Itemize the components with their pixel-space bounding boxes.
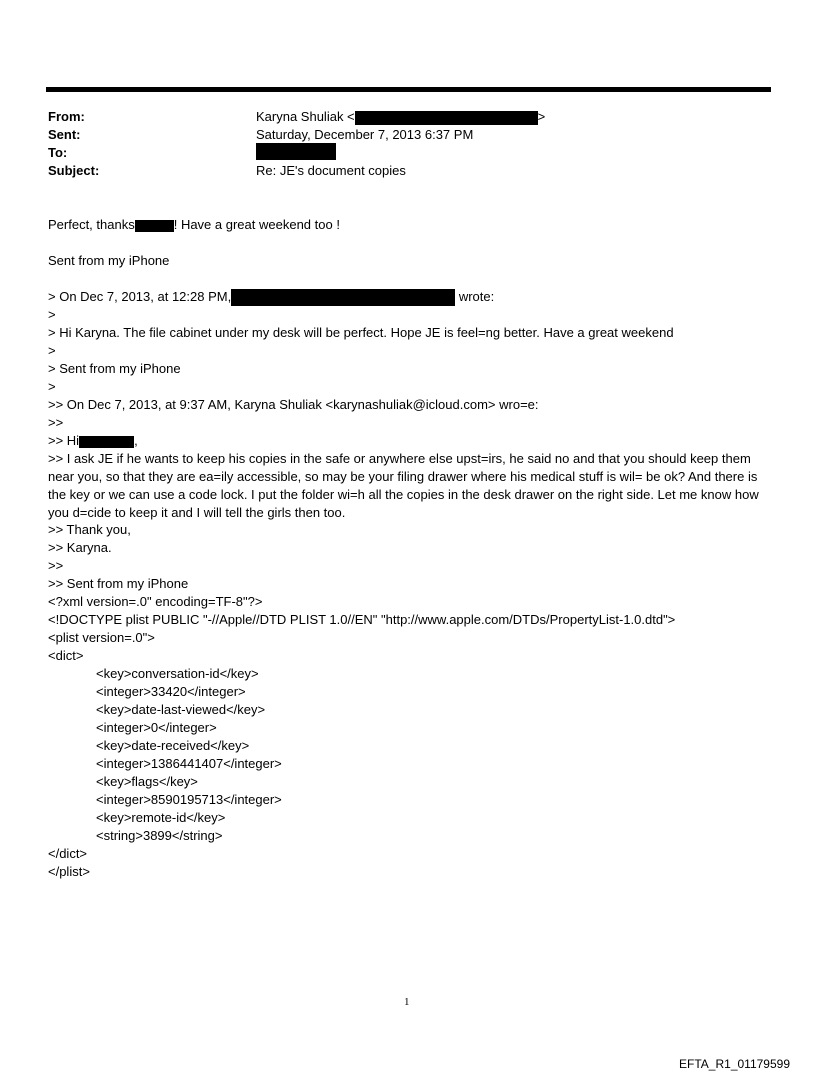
to-value: [256, 143, 336, 160]
xml-line: <key>date-last-viewed</key>: [96, 702, 266, 717]
xml-line: <integer>33420</integer>: [96, 684, 246, 699]
reply-text-b: ! Have a great weekend too !: [173, 217, 340, 232]
quote-greeting: [48, 433, 138, 449]
quote-line: >: [48, 343, 56, 358]
document-id: EFTA_R1_01179599: [679, 1057, 790, 1071]
quote-line: >> Sent from my iPhone: [48, 576, 189, 591]
reply-line: [48, 217, 340, 233]
redaction-block: [135, 220, 174, 232]
from-label: From:: [48, 109, 85, 124]
quote-line: >> Thank you,: [48, 522, 131, 537]
quote-header-wrote: wrote:: [455, 289, 495, 304]
reply-text-a: Perfect, thanks: [48, 217, 135, 232]
sent-value: Saturday, December 7, 2013 6:37 PM: [256, 127, 474, 142]
page-number: 1: [404, 996, 410, 1008]
quote-line: >> On Dec 7, 2013, at 9:37 AM, Karyna Shuliak <karynashuliak@icloud.com> wro=e:: [48, 397, 539, 412]
from-value: [256, 109, 545, 125]
xml-line: <integer>1386441407</integer>: [96, 756, 282, 771]
xml-line: <key>date-received</key>: [96, 738, 250, 753]
quote-line: > Hi Karyna. The file cabinet under my desk will be perfect. Hope JE is feel=ng better. Have a great weekend: [48, 325, 674, 340]
xml-line: <key>remote-id</key>: [96, 810, 226, 825]
xml-line: <key>flags</key>: [96, 774, 198, 789]
greeting-comma: ,: [134, 433, 138, 448]
from-name: Karyna Shuliak <: [256, 109, 355, 124]
quote-line: >> Karyna.: [48, 540, 112, 555]
redaction-block: [231, 289, 455, 306]
redaction-block: [79, 436, 134, 448]
xml-line: <string>3899</string>: [96, 828, 223, 843]
xml-line: </dict>: [48, 846, 88, 861]
xml-line: <key>conversation-id</key>: [96, 666, 259, 681]
xml-line: <integer>0</integer>: [96, 720, 217, 735]
xml-line: <plist version=.0">: [48, 630, 155, 645]
redaction-block: [256, 143, 336, 160]
xml-line: <dict>: [48, 648, 84, 663]
quote-line: >: [48, 307, 56, 322]
xml-line: </plist>: [48, 864, 90, 879]
quote-line: >>: [48, 415, 64, 430]
subject-value: Re: JE's document copies: [256, 163, 406, 178]
quote-line: >: [48, 379, 56, 394]
xml-line: <integer>8590195713</integer>: [96, 792, 282, 807]
quote-line: > Sent from my iPhone: [48, 361, 181, 376]
from-close: >: [537, 109, 546, 124]
redaction-block: [355, 111, 538, 125]
signature-line: Sent from my iPhone: [48, 253, 170, 268]
to-label: To:: [48, 145, 68, 160]
quote-header: [48, 289, 494, 306]
subject-label: Subject:: [48, 163, 100, 178]
sent-label: Sent:: [48, 127, 81, 142]
quote-header-text: > On Dec 7, 2013, at 12:28 PM,: [48, 289, 232, 304]
quote-line: >>: [48, 558, 64, 573]
quote-paragraph: >> I ask JE if he wants to keep his copies in the safe or anywhere else upst=irs, he said no and that you should keep them near you, so that they are ea=ily accessible, so may be your filing drawer where his medical stuff is wil= be ok? And there is the key or we can use a code lock. I put the folder wi=h all the copies in the desk drawer on the right side. Let me know how you d=cide to keep it and I will tell the girls then too.: [48, 451, 759, 520]
xml-line: <?xml version=.0" encoding=TF-8"?>: [48, 594, 263, 609]
header-rule: [46, 87, 771, 92]
greeting-text: >> Hi: [48, 433, 80, 448]
xml-line: <!DOCTYPE plist PUBLIC "-//Apple//DTD PLIST 1.0//EN" "http://www.apple.com/DTDs/PropertyList-1.0.dtd">: [48, 612, 676, 627]
